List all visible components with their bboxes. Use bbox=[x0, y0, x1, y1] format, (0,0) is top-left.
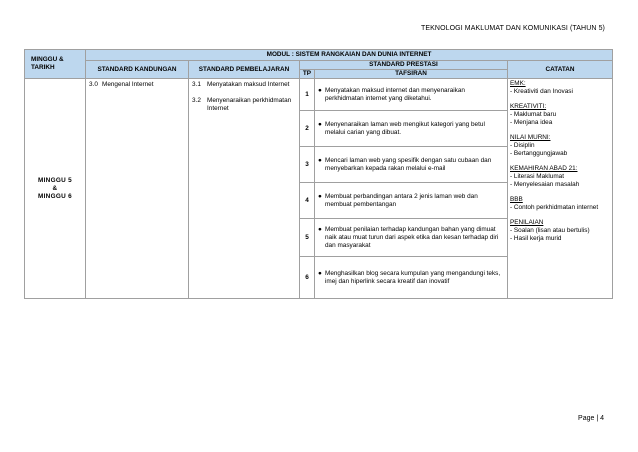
standard-pembelajaran-header: STANDARD PEMBELAJARAN bbox=[189, 61, 300, 79]
bullet-icon: ● bbox=[318, 156, 322, 164]
document-header: TEKNOLOGI MAKLUMAT DAN KOMUNIKASI (TAHUN 5) bbox=[421, 25, 605, 32]
catatan-group bbox=[510, 80, 610, 96]
catatan-heading: PENILAIAN bbox=[510, 219, 544, 226]
tafsiran-text: Menghasilkan blog secara kumpulan yang mengandungi teks, imej dan hiperlink secara kreatif dan inovatif bbox=[325, 269, 501, 285]
catatan-heading: KREATIVITI: bbox=[510, 103, 547, 110]
catatan-item: - Disiplin bbox=[510, 142, 535, 149]
catatan-item: - Maklumat baru bbox=[510, 111, 557, 118]
catatan-item: - Hasil kerja murid bbox=[510, 235, 562, 242]
pembelajaran-text: Menyatakan maksud Internet bbox=[207, 81, 290, 88]
catatan-item: - Kreativiti dan Inovasi bbox=[510, 88, 573, 95]
catatan-item: - Contoh perkhidmatan internet bbox=[510, 204, 599, 211]
pembelajaran-number: 3.2 bbox=[192, 97, 201, 104]
tp-value: 4 bbox=[300, 183, 315, 219]
standard-kandungan-header: STANDARD KANDUNGAN bbox=[86, 61, 189, 79]
minggu-cell bbox=[25, 79, 86, 299]
tp-value: 2 bbox=[300, 111, 315, 147]
catatan-item: - Bertanggungjawab bbox=[510, 150, 568, 157]
tafsiran-text: Menyatakan maksud internet dan menyenaraikan perkhidmatan internet yang diketahui. bbox=[325, 86, 465, 102]
catatan-group bbox=[510, 103, 610, 127]
minggu-line: MINGGU 6 bbox=[37, 192, 72, 200]
pembelajaran-cell bbox=[189, 79, 300, 299]
catatan-item: - Menjana idea bbox=[510, 119, 553, 126]
kandungan-text: Mengenal Internet bbox=[102, 81, 154, 88]
catatan-item: - Menyelesaian masalah bbox=[510, 181, 580, 188]
catatan-group bbox=[510, 219, 610, 243]
bullet-icon: ● bbox=[318, 192, 322, 200]
tafsiran-cell bbox=[315, 219, 508, 257]
catatan-heading: NILAI MURNI: bbox=[510, 134, 551, 141]
pembelajaran-number: 3.1 bbox=[192, 81, 201, 88]
catatan-heading: EMK: bbox=[510, 80, 526, 87]
tafsiran-header: TAFSIRAN bbox=[315, 70, 508, 79]
catatan-heading: KEMAHIRAN ABAD 21: bbox=[510, 165, 578, 172]
catatan-item: - Literasi Maklumat bbox=[510, 173, 564, 180]
tafsiran-text: Menyenaraikan laman web mengikut kategori yang betul melalui carian yang dibuat. bbox=[325, 120, 485, 136]
catatan-group bbox=[510, 165, 610, 189]
tafsiran-text: Mencari laman web yang spesifik dengan satu cubaan dan menyebarkan kepada rakan melalui e-mail bbox=[325, 156, 492, 172]
catatan-header: CATATAN bbox=[508, 61, 613, 79]
tafsiran-cell bbox=[315, 147, 508, 183]
catatan-heading: BBB bbox=[510, 196, 523, 203]
tafsiran-cell bbox=[315, 257, 508, 299]
tp-value: 3 bbox=[300, 147, 315, 183]
bullet-icon: ● bbox=[318, 269, 322, 277]
tafsiran-cell bbox=[315, 111, 508, 147]
catatan-cell bbox=[508, 79, 613, 299]
kandungan-cell bbox=[86, 79, 189, 299]
pembelajaran-text: Menyenaraikan perkhidmatan Internet bbox=[207, 97, 292, 112]
tp-header: TP bbox=[300, 70, 315, 79]
tafsiran-cell bbox=[315, 79, 508, 111]
catatan-item: - Soalan (lisan atau bertulis) bbox=[510, 227, 590, 234]
bullet-icon: ● bbox=[318, 225, 322, 233]
catatan-group bbox=[510, 196, 610, 212]
tafsiran-cell bbox=[315, 183, 508, 219]
catatan-group bbox=[510, 134, 610, 158]
bullet-icon: ● bbox=[318, 120, 322, 128]
tafsiran-text: Membuat perbandingan antara 2 jenis laman web dan membuat pembentangan bbox=[325, 192, 478, 208]
lesson-plan-table bbox=[24, 49, 613, 299]
tp-value: 6 bbox=[300, 257, 315, 299]
tp-value: 1 bbox=[300, 79, 315, 111]
kandungan-number: 3.0 bbox=[89, 81, 98, 88]
standard-prestasi-header: STANDARD PRESTASI bbox=[300, 61, 508, 70]
minggu-line: & bbox=[52, 184, 58, 192]
minggu-line: MINGGU 5 bbox=[37, 176, 72, 184]
module-title: MODUL : SISTEM RANGKAIAN DAN DUNIA INTERNET bbox=[86, 50, 613, 61]
page-number: Page | 4 bbox=[578, 415, 604, 422]
bullet-icon: ● bbox=[318, 86, 322, 94]
tafsiran-text: Membuat penilaian terhadap kandungan bahan yang dimuat naik atau muat turun dari aspek etika dan kesan terhadap diri dan masyarakat bbox=[325, 225, 499, 249]
tp-value: 5 bbox=[300, 219, 315, 257]
minggu-tarikh-header: MINGGU & TARIKH bbox=[25, 50, 86, 79]
